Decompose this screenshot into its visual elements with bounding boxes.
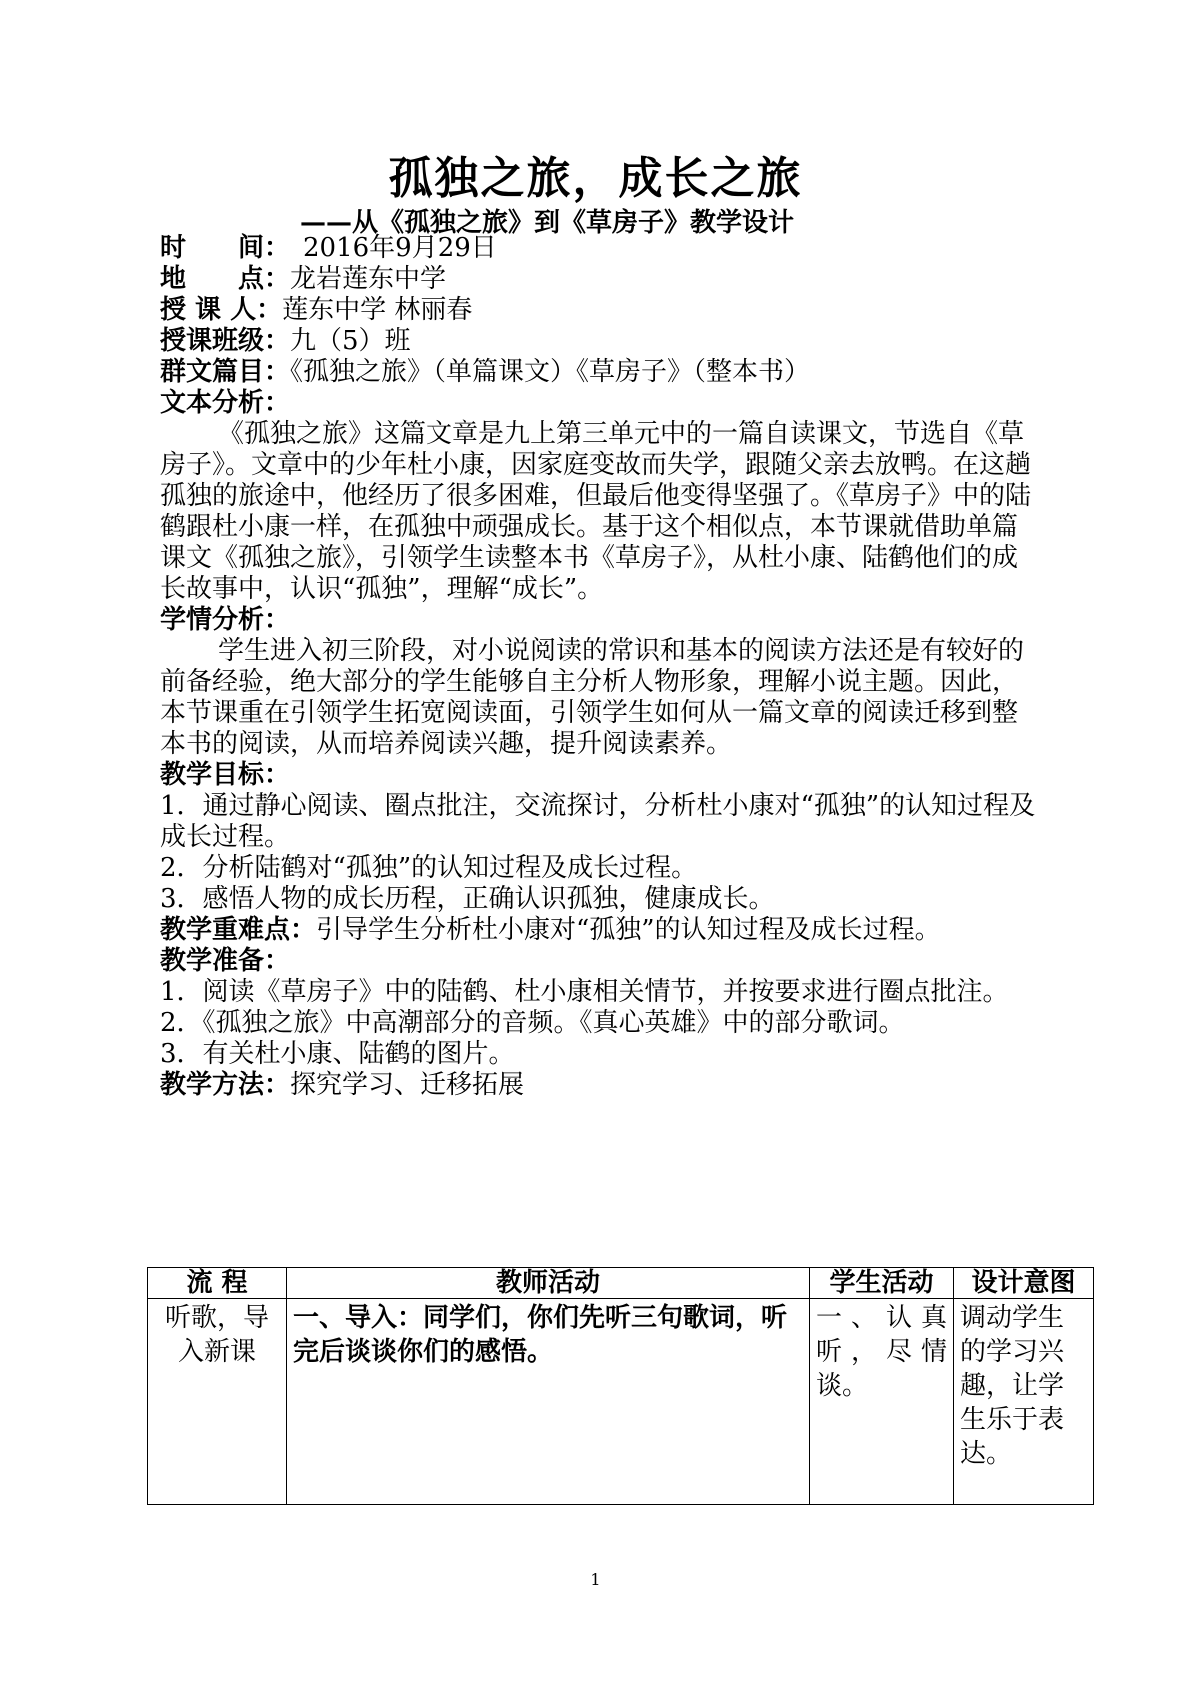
prep-item: 2．《孤独之旅》中高潮部分的音频。《真心英雄》中的部分歌词。	[160, 1008, 905, 1038]
time-value: 2016年9月29日	[277, 233, 497, 263]
document-title: 孤独之旅，成长之旅	[388, 153, 803, 204]
place-row	[160, 264, 1040, 295]
class-label: 授课班级：	[160, 326, 291, 356]
texts-row	[160, 357, 1040, 388]
goals-heading: 教学目标：	[160, 760, 291, 790]
cell-student-activity: 一、认真听，尽情谈。	[810, 1299, 954, 1505]
time-label: 时 间：	[160, 233, 278, 263]
key-points-value: 引导学生分析杜小康对“孤独”的认知过程及成长过程。	[316, 915, 941, 945]
key-points-row	[160, 915, 1040, 946]
class-value: 九（5）班	[290, 326, 411, 356]
teacher-value: 莲东中学 林丽春	[282, 295, 473, 325]
cell-process: 听歌，导入新课	[148, 1299, 287, 1505]
goal-item: 1．通过静心阅读、圈点批注，交流探讨，分析杜小康对“孤独”的认知过程及成长过程。	[160, 791, 1036, 852]
cell-teacher-activity: 一、导入：同学们，你们先听三句歌词，听完后谈谈你们的感悟。	[287, 1299, 810, 1505]
cell-design-intent: 调动学生的学习兴趣，让学生乐于表达。	[954, 1299, 1094, 1505]
header-process: 流 程	[148, 1268, 287, 1299]
header-student: 学生活动	[810, 1268, 954, 1299]
method-label: 教学方法：	[160, 1070, 291, 1100]
key-points-label: 教学重难点：	[160, 915, 317, 945]
place-label: 地 点：	[160, 264, 291, 294]
document-subtitle: ——从《孤独之旅》到《草房子》教学设计	[300, 208, 795, 238]
header-teacher: 教师活动	[287, 1268, 810, 1299]
method-value: 探究学习、迁移拓展	[290, 1070, 525, 1100]
lesson-info	[160, 233, 1040, 1101]
goal-item: 3．感悟人物的成长历程，正确认识孤独，健康成长。	[160, 884, 775, 914]
class-row	[160, 326, 1040, 357]
texts-label: 群文篇目：	[160, 357, 291, 387]
time-row	[160, 233, 1040, 264]
texts-value: 《孤独之旅》（单篇课文）《草房子》（整本书）	[290, 357, 811, 387]
table-header-row	[148, 1268, 1094, 1299]
prep-heading: 教学准备：	[160, 946, 291, 976]
text-analysis-heading: 文本分析：	[160, 388, 291, 418]
page-number: 1	[590, 1570, 601, 1589]
teacher-row	[160, 295, 1040, 326]
student-analysis-heading: 学情分析：	[160, 605, 291, 635]
text-analysis-body: 《孤独之旅》这篇文章是九上第三单元中的一篇自读课文，节选自《草房子》。文章中的少年杜小康，因家庭变故而失学，跟随父亲去放鸭。在这趟孤独的旅途中，他经历了很多困难，但最后他变得坚强了。《草房子》中的陆鹤跟杜小康一样，在孤独中顽强成长。基于这个相似点，本节课就借助单篇课文《孤独之旅》，引领学生读整本书《草房子》，从杜小康、陆鹤他们的成长故事中，认识“孤独”，理解“成长”。	[160, 419, 1032, 604]
student-analysis-body: 学生进入初三阶段，对小说阅读的常识和基本的阅读方法还是有较好的前备经验，绝大部分的学生能够自主分析人物形象，理解小说主题。因此，本节课重在引领学生拓宽阅读面，引领学生如何从一篇文章的阅读迁移到整本书的阅读，从而培养阅读兴趣，提升阅读素养。	[160, 636, 1025, 759]
lesson-plan-table	[147, 1267, 1094, 1505]
goal-item: 2．分析陆鹤对“孤独”的认知过程及成长过程。	[160, 853, 698, 883]
place-value: 龙岩莲东中学	[290, 264, 447, 294]
table-row	[148, 1299, 1094, 1505]
header-intent: 设计意图	[954, 1268, 1094, 1299]
method-row	[160, 1070, 1040, 1101]
teacher-label: 授 课 人：	[160, 295, 283, 325]
prep-item: 3．有关杜小康、陆鹤的图片。	[160, 1039, 515, 1069]
prep-item: 1．阅读《草房子》中的陆鹤、杜小康相关情节，并按要求进行圈点批注。	[160, 977, 1009, 1007]
